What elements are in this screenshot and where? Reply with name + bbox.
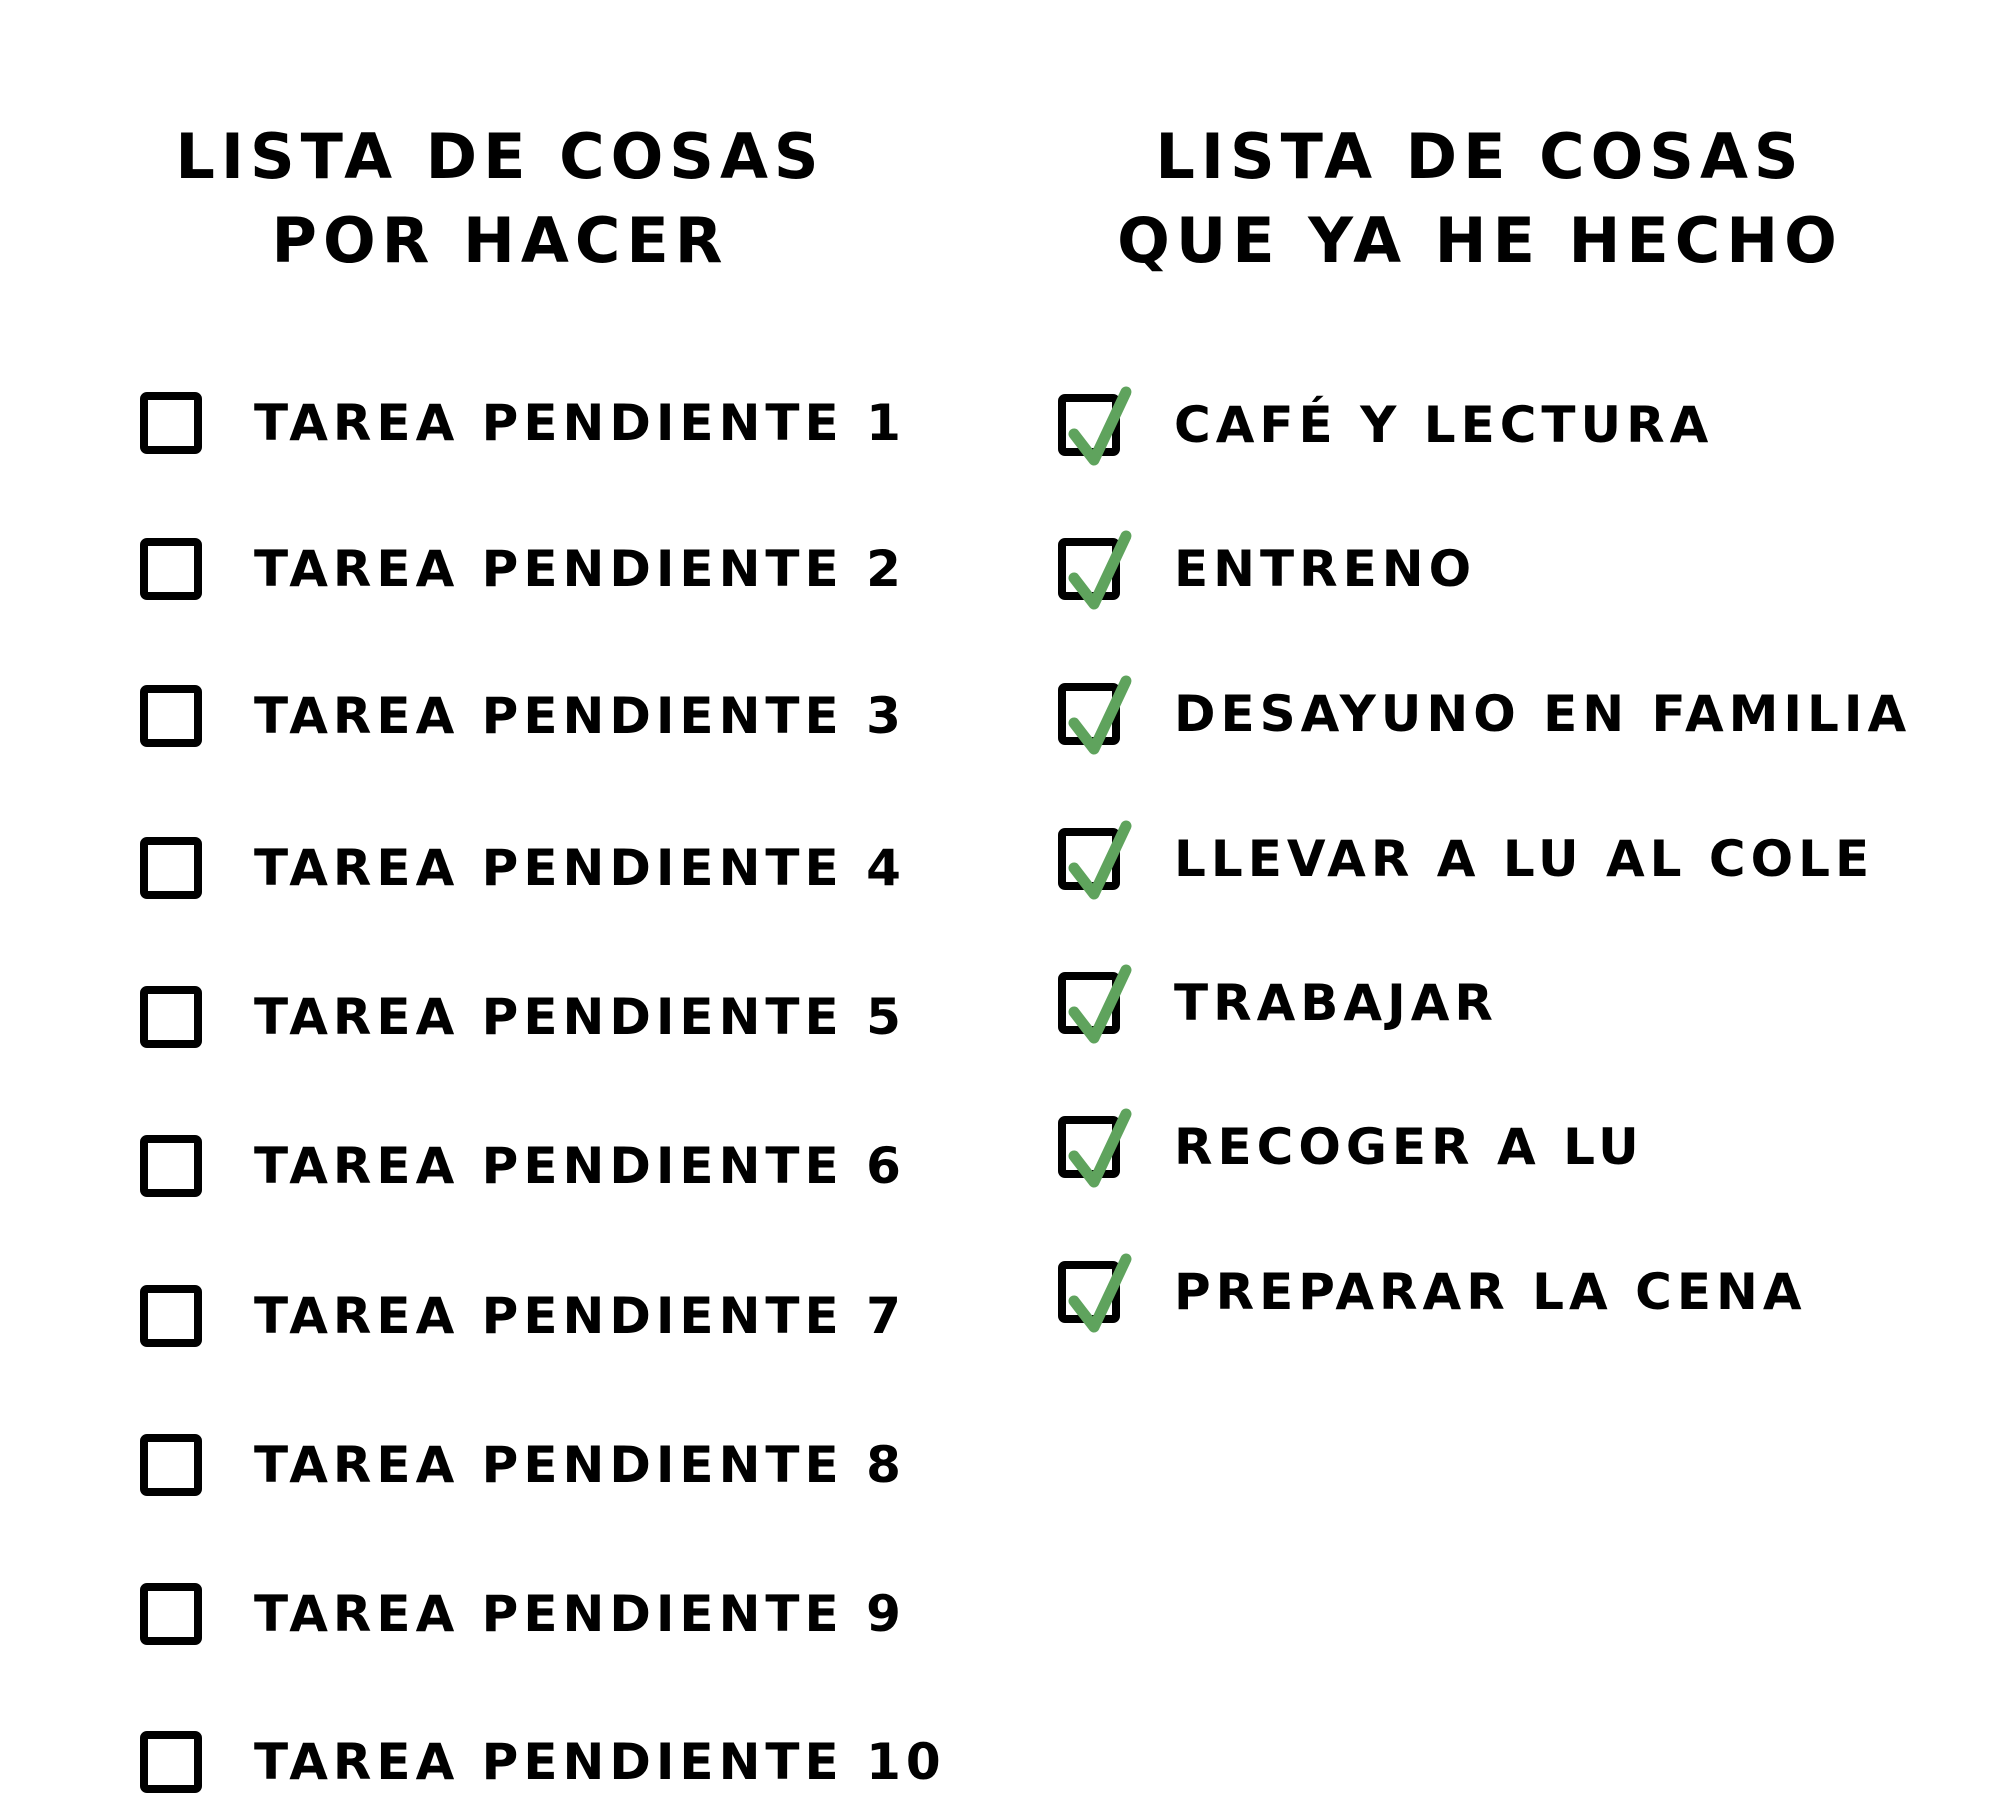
todo-item-label: TAREA PENDIENTE 7 <box>254 1287 906 1345</box>
green-checkmark-icon <box>1062 673 1142 763</box>
unchecked-checkbox-icon[interactable] <box>140 1135 202 1197</box>
todo-item[interactable] <box>140 676 906 756</box>
done-item-label: CAFÉ Y LECTURA <box>1174 396 1714 454</box>
done-title-line2: QUE YA HE HECHO <box>1117 204 1843 277</box>
done-item[interactable] <box>1058 529 1476 609</box>
done-item[interactable] <box>1058 963 1498 1043</box>
green-checkmark-icon <box>1062 528 1142 618</box>
todo-item-label: TAREA PENDIENTE 9 <box>254 1585 906 1643</box>
green-checkmark-icon <box>1062 384 1142 474</box>
todo-title <box>150 115 850 283</box>
done-item[interactable] <box>1058 819 1874 899</box>
done-item-label: RECOGER A LU <box>1174 1118 1644 1176</box>
todo-title-line1: LISTA DE COSAS <box>175 120 825 193</box>
checked-checkbox-icon[interactable] <box>1058 394 1120 456</box>
green-checkmark-icon <box>1062 818 1142 908</box>
unchecked-checkbox-icon[interactable] <box>140 685 202 747</box>
done-item[interactable] <box>1058 1252 1807 1332</box>
todo-item[interactable] <box>140 1722 946 1802</box>
green-checkmark-icon <box>1062 962 1142 1052</box>
todo-item[interactable] <box>140 1425 906 1505</box>
todo-item-label: TAREA PENDIENTE 5 <box>254 988 906 1046</box>
todo-item[interactable] <box>140 828 906 908</box>
done-item[interactable] <box>1058 1107 1644 1187</box>
todo-item-label: TAREA PENDIENTE 8 <box>254 1436 906 1494</box>
todo-item[interactable] <box>140 1276 906 1356</box>
todo-item-label: TAREA PENDIENTE 10 <box>254 1733 946 1791</box>
done-item-label: PREPARAR LA CENA <box>1174 1263 1807 1321</box>
done-item-label: ENTRENO <box>1174 540 1477 598</box>
unchecked-checkbox-icon[interactable] <box>140 1583 202 1645</box>
unchecked-checkbox-icon[interactable] <box>140 1285 202 1347</box>
todo-item-label: TAREA PENDIENTE 4 <box>254 839 906 897</box>
checked-checkbox-icon[interactable] <box>1058 972 1120 1034</box>
unchecked-checkbox-icon[interactable] <box>140 392 202 454</box>
checked-checkbox-icon[interactable] <box>1058 1116 1120 1178</box>
checked-checkbox-icon[interactable] <box>1058 828 1120 890</box>
todo-item[interactable] <box>140 1574 906 1654</box>
checked-checkbox-icon[interactable] <box>1058 683 1120 745</box>
done-item[interactable] <box>1058 385 1713 465</box>
green-checkmark-icon <box>1062 1106 1142 1196</box>
done-item-label: LLEVAR A LU AL COLE <box>1174 830 1875 888</box>
unchecked-checkbox-icon[interactable] <box>140 986 202 1048</box>
todo-item[interactable] <box>140 529 906 609</box>
unchecked-checkbox-icon[interactable] <box>140 1434 202 1496</box>
done-title <box>1060 115 1900 283</box>
todo-item-label: TAREA PENDIENTE 2 <box>254 540 906 598</box>
todo-item-label: TAREA PENDIENTE 1 <box>254 394 906 452</box>
unchecked-checkbox-icon[interactable] <box>140 538 202 600</box>
unchecked-checkbox-icon[interactable] <box>140 1731 202 1793</box>
todo-title-line2: POR HACER <box>271 204 729 277</box>
done-item-label: TRABAJAR <box>1174 974 1498 1032</box>
checked-checkbox-icon[interactable] <box>1058 538 1120 600</box>
done-item-label: DESAYUNO EN FAMILIA <box>1174 685 1912 743</box>
todo-item-label: TAREA PENDIENTE 3 <box>254 687 906 745</box>
unchecked-checkbox-icon[interactable] <box>140 837 202 899</box>
todo-item[interactable] <box>140 1126 906 1206</box>
done-item[interactable] <box>1058 674 1911 754</box>
done-title-line1: LISTA DE COSAS <box>1155 120 1805 193</box>
todo-item[interactable] <box>140 977 906 1057</box>
checked-checkbox-icon[interactable] <box>1058 1261 1120 1323</box>
todo-item-label: TAREA PENDIENTE 6 <box>254 1137 906 1195</box>
todo-item[interactable] <box>140 383 906 463</box>
green-checkmark-icon <box>1062 1251 1142 1341</box>
